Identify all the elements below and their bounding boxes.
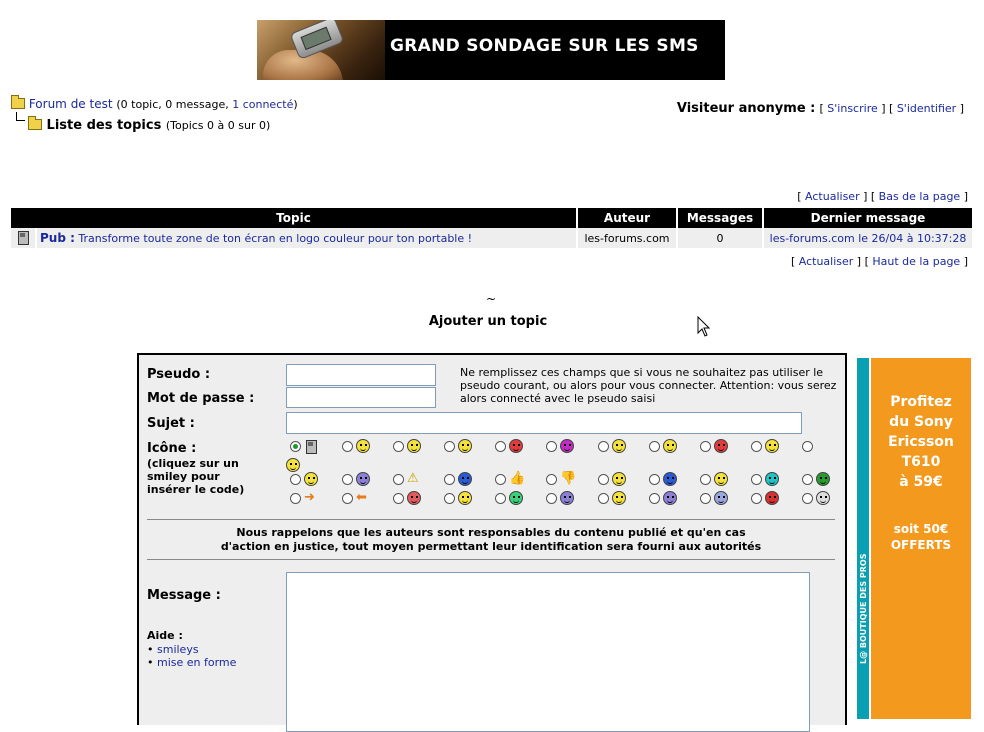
icon-radio[interactable] [444,441,455,452]
subject-label: Sujet : [147,416,195,431]
icon-radio[interactable] [751,441,762,452]
icon-radio[interactable] [393,493,404,504]
password-label: Mot de passe : [147,391,255,406]
icon-radio[interactable] [649,441,660,452]
visitor-status: Visiteur anonyme : [ S'inscrire ] [ S'identifier ] [676,101,964,116]
icon-radio[interactable] [495,441,506,452]
topic-message-count: 0 [678,228,762,248]
connected-users-link[interactable]: 1 connecté [232,98,294,111]
icon-radio[interactable] [802,441,813,452]
icon-option[interactable] [802,439,836,455]
smileys-help-link[interactable]: smileys [157,643,199,656]
legal-warning-line2: d'action en justice, tout moyen permettant leur identification sera fourni aux autorités [220,540,762,553]
table-row [11,228,972,248]
smiley-icon[interactable] [612,439,626,453]
icon-option[interactable] [700,491,734,507]
smiley-icon[interactable] [356,439,370,453]
smiley-icon[interactable] [816,472,830,486]
smiley-icon[interactable] [663,472,677,486]
topic-title-link[interactable]: Transforme toute zone de ton écran en logo couleur pour ton portable ! [78,232,473,245]
symbol-icon[interactable]: ⬅ [356,490,367,505]
icon-radio[interactable] [290,441,301,452]
icon-radio[interactable] [802,474,813,485]
smiley-icon[interactable] [509,439,523,453]
icon-option[interactable] [495,491,529,507]
add-topic-title: Ajouter un topic [428,314,548,329]
smiley-icon[interactable] [407,491,421,505]
mouse-cursor-icon [697,316,710,337]
help-links [147,643,236,669]
sony-ericsson-ad[interactable] [857,358,971,719]
smiley-icon[interactable] [612,491,626,505]
icon-option[interactable] [393,472,427,488]
icon-radio[interactable] [342,493,353,504]
breadcrumb-forum [11,97,298,111]
tree-elbow [16,112,25,121]
smiley-icon[interactable] [714,472,728,486]
symbol-icon[interactable]: 👍 [509,471,526,486]
smiley-icon[interactable] [765,472,779,486]
forum-stats-suffix: ) [293,98,298,111]
icon-radio[interactable] [290,493,301,504]
help-label: Aide : [147,629,183,642]
smiley-icon[interactable] [765,439,779,453]
phone-icon[interactable] [306,440,317,454]
smiley-icon[interactable] [304,472,318,486]
smiley-icon[interactable] [356,472,370,486]
icon-radio[interactable] [802,493,813,504]
icon-radio[interactable] [700,474,711,485]
smiley-icon[interactable] [816,491,830,505]
forum-stats-prefix: (0 topic, 0 message, [116,98,233,111]
icon-option[interactable] [598,439,632,455]
icon-option[interactable] [342,439,376,455]
header-messages: Messages [678,208,762,228]
icon-option[interactable] [546,472,580,488]
topic-cell [37,228,576,248]
login-link[interactable]: S'identifier [896,102,957,115]
icon-option[interactable] [649,472,683,488]
divider [147,559,835,560]
page-bottom-link[interactable]: Bas de la page [878,190,961,203]
smiley-icon[interactable] [714,439,728,453]
ad-offer: soit 50€ OFFERTS [890,522,952,552]
icon-option[interactable] [700,472,734,488]
icon-option[interactable] [290,491,324,507]
icon-option[interactable] [393,439,427,455]
refresh-link-bottom[interactable]: Actualiser [798,255,854,268]
visitor-label: Visiteur anonyme : [676,101,816,116]
icon-radio[interactable] [342,474,353,485]
smiley-icon[interactable] [560,439,574,453]
icon-radio[interactable] [751,493,762,504]
topic-list-title: Liste des topics [46,118,162,133]
forum-link[interactable]: Forum de test [28,97,113,111]
topic-prefix: Pub : [40,231,75,245]
subject-input[interactable] [286,412,802,434]
icon-option[interactable] [649,439,683,455]
icon-radio[interactable] [393,474,404,485]
message-textarea[interactable] [286,572,810,732]
smiley-icon[interactable] [765,491,779,505]
new-topic-form [137,353,847,725]
header-last-message: Dernier message [764,208,972,228]
smiley-icon[interactable] [663,439,677,453]
smiley-icon[interactable] [714,491,728,505]
smiley-icon[interactable] [612,472,626,486]
icon-option[interactable] [444,491,478,507]
icon-option[interactable] [700,439,734,455]
icon-option[interactable] [495,439,529,455]
legal-warning [147,526,835,554]
sms-survey-banner[interactable] [257,20,725,80]
icon-radio[interactable] [444,474,455,485]
topic-list-stats: (Topics 0 à 0 sur 0) [165,119,271,132]
topics-table [9,208,974,248]
page-top-link[interactable]: Haut de la page [872,255,961,268]
smiley-icon[interactable] [458,472,472,486]
icon-radio[interactable] [598,474,609,485]
header-topic: Topic [11,208,576,228]
bottom-nav-links: [ Actualiser ] [ Haut de la page ] [790,255,968,268]
icon-option[interactable] [393,491,427,507]
pseudo-input[interactable] [286,364,436,386]
icon-radio[interactable] [444,493,455,504]
folder-icon [11,98,25,109]
banner-text: GRAND SONDAGE SUR LES SMS [390,36,699,56]
icon-radio[interactable] [393,441,404,452]
ad-vertical-text: L@ BOUTIQUE DES PROS [859,553,868,664]
icon-radio[interactable] [342,441,353,452]
icon-radio[interactable] [495,493,506,504]
message-label: Message : [147,588,221,603]
smiley-icon[interactable] [458,439,472,453]
icon-radio[interactable] [598,441,609,452]
icon-option[interactable] [598,491,632,507]
folder-icon [28,119,42,130]
icon-option[interactable] [802,472,836,488]
icon-option[interactable] [342,491,376,507]
icon-label: Icône : [147,441,197,456]
icon-option[interactable] [546,491,580,507]
password-input[interactable] [286,387,436,408]
icon-radio[interactable] [598,493,609,504]
icon-radio[interactable] [649,493,660,504]
refresh-link-top[interactable]: Actualiser [805,190,860,203]
divider [147,519,835,520]
smiley-icon[interactable] [509,491,523,505]
icon-option[interactable] [751,439,785,455]
icon-radio[interactable] [495,474,506,485]
icon-radio[interactable] [649,474,660,485]
icon-option[interactable] [649,491,683,507]
icon-option[interactable] [598,472,632,488]
icon-option[interactable] [802,491,836,507]
legal-warning-line1: Nous rappelons que les auteurs sont responsables du contenu publié et qu'en cas [236,526,746,539]
icon-option[interactable] [751,472,785,488]
topic-icon-cell [11,228,35,248]
icon-radio[interactable] [700,493,711,504]
formatting-help-link[interactable]: mise en forme [157,656,237,669]
icon-option[interactable] [342,472,376,488]
smiley-icon[interactable] [560,491,574,505]
separator-tilde: ~ [486,292,497,306]
register-link[interactable]: S'inscrire [827,102,878,115]
icon-radio[interactable] [546,493,557,504]
sunglasses-smiley-icon[interactable] [286,458,300,472]
smiley-icon[interactable] [663,491,677,505]
symbol-icon[interactable]: ⚠ [407,471,419,486]
header-author: Auteur [578,208,676,228]
pseudo-label: Pseudo : [147,367,211,382]
icon-option[interactable] [290,472,324,488]
phone-icon [18,231,29,245]
icon-radio[interactable] [700,441,711,452]
icon-radio[interactable] [290,474,301,485]
icon-radio[interactable] [546,441,557,452]
icon-radio[interactable] [751,474,762,485]
icon-option[interactable] [444,439,478,455]
icon-option[interactable] [444,472,478,488]
smiley-icon[interactable] [407,439,421,453]
icon-option[interactable] [751,491,785,507]
icon-help-text: (cliquez sur un smiley pour insérer le code) [147,457,245,496]
icon-radio[interactable] [546,474,557,485]
ad-headline: Profitez du Sony Ericsson T610 à 59€ [888,394,954,490]
symbol-icon[interactable]: 👎 [560,471,577,486]
login-note: Ne remplissez ces champs que si vous ne souhaitez pas utiliser le pseudo courant, ou alors pour vous connecter. Attention: vous serez alors connecté avec le pseudo saisi [460,366,837,405]
symbol-icon[interactable]: ➜ [304,490,315,505]
icon-option[interactable] [495,472,529,488]
icon-option[interactable] [290,439,324,455]
top-nav-links: [ Actualiser ] [ Bas de la page ] [797,190,968,203]
topic-last-message-link[interactable]: les-forums.com le 26/04 à 10:37:28 [764,228,972,248]
icon-option[interactable] [546,439,580,455]
topic-author: les-forums.com [578,228,676,248]
smiley-icon[interactable] [458,491,472,505]
